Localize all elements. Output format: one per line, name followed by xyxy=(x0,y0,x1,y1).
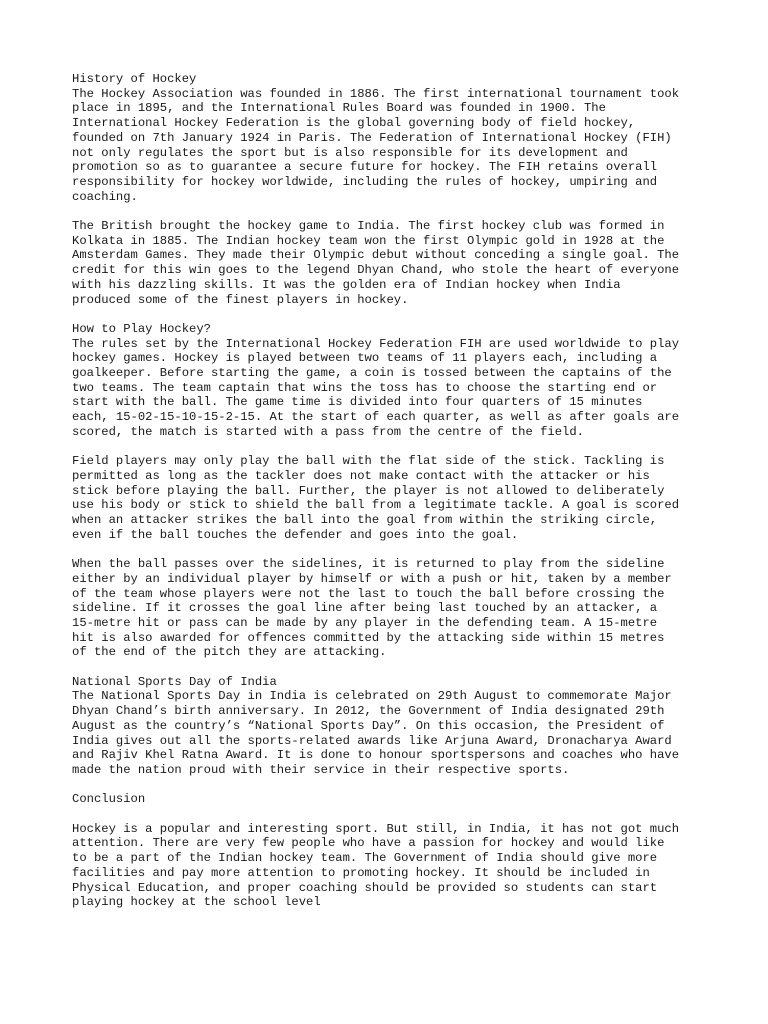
text-line: use his body or stick to shield the ball from a legitimate tackle. A goal is scored xyxy=(72,498,680,513)
heading-sports-day: National Sports Day of India xyxy=(72,674,277,689)
heading-how-to-play: How to Play Hockey? xyxy=(72,321,211,336)
text-line: not only regulates the sport but is also responsible for its development and xyxy=(72,145,628,160)
paragraph-sports-day xyxy=(72,675,712,778)
paragraph-india-history xyxy=(72,219,712,307)
text-line: August as the country’s “National Sports Day”. On this occasion, the President of xyxy=(72,718,665,733)
text-line: permitted as long as the tackler does not make contact with the attacker or his xyxy=(72,468,650,483)
text-line: with his dazzling skills. It was the golden era of Indian hockey when India xyxy=(72,277,621,292)
text-line: Physical Education, and proper coaching should be provided so students can start xyxy=(72,880,658,895)
text-line: founded on 7th January 1924 in Paris. The Federation of International Hockey (FIH) xyxy=(72,130,672,145)
text-line: 15-metre hit or pass can be made by any player in the defending team. A 15-metre xyxy=(72,615,658,630)
text-line: playing hockey at the school level xyxy=(72,895,321,910)
text-line: Hockey is a popular and interesting sport. But still, in India, it has not got much xyxy=(72,821,680,836)
text-line: when an attacker strikes the ball into the goal from within the striking circle, xyxy=(72,513,658,528)
paragraph-history xyxy=(72,72,712,204)
heading-conclusion-block xyxy=(72,792,712,807)
text-line: and Rajiv Khel Ratna Award. It is done to honour sportspersons and coaches who have xyxy=(72,748,680,763)
text-line: each, 15-02-15-10-15-2-15. At the start of each quarter, as well as after goals are xyxy=(72,410,680,425)
text-line: produced some of the finest players in hockey. xyxy=(72,292,409,307)
text-line: scored, the match is started with a pass from the centre of the field. xyxy=(72,424,584,439)
text-line: responsibility for hockey worldwide, including the rules of hockey, umpiring and xyxy=(72,174,658,189)
text-line: The Hockey Association was founded in 1886. The first international tournament took xyxy=(72,86,680,101)
heading-history: History of Hockey xyxy=(72,72,197,86)
paragraph-how-to-play xyxy=(72,322,712,440)
text-line: Amsterdam Games. They made their Olympic debut without conceding a single goal. The xyxy=(72,248,680,263)
text-line: hit is also awarded for offences committed by the attacking side within 15 metres xyxy=(72,630,665,645)
text-line: Field players may only play the ball with the flat side of the stick. Tackling is xyxy=(72,454,665,469)
text-line: of the end of the pitch they are attacking. xyxy=(72,645,387,660)
text-line: The National Sports Day in India is celebrated on 29th August to commemorate Major xyxy=(72,689,672,704)
text-line: promotion so as to guarantee a secure future for hockey. The FIH retains overall xyxy=(72,160,658,175)
heading-conclusion: Conclusion xyxy=(72,792,146,807)
text-line: India gives out all the sports-related awards like Arjuna Award, Dronacharya Award xyxy=(72,733,672,748)
text-line: of the team whose players were not the last to touch the ball before crossing the xyxy=(72,586,665,601)
text-line: Kolkata in 1885. The Indian hockey team won the first Olympic gold in 1928 at the xyxy=(72,233,665,248)
text-line: facilities and pay more attention to promoting hockey. It should be included in xyxy=(72,865,650,880)
paragraph-conclusion xyxy=(72,822,712,910)
text-line: The British brought the hockey game to India. The first hockey club was formed in xyxy=(72,219,665,234)
paragraph-sidelines xyxy=(72,557,712,660)
text-line: two teams. The team captain that wins the toss has to choose the starting end or xyxy=(72,380,658,395)
text-line: start with the ball. The game time is divided into four quarters of 15 minutes xyxy=(72,395,643,410)
text-line: stick before playing the ball. Further, the player is not allowed to deliberately xyxy=(72,483,665,498)
document-page xyxy=(72,72,712,925)
text-line: attention. There are very few people who have a passion for hockey and would like xyxy=(72,836,665,851)
text-line: The rules set by the International Hockey Federation FIH are used worldwide to play xyxy=(72,336,680,351)
text-line: goalkeeper. Before starting the game, a coin is tossed between the captains of the xyxy=(72,366,672,381)
text-line: coaching. xyxy=(72,189,138,204)
text-line: credit for this win goes to the legend Dhyan Chand, who stole the heart of everyone xyxy=(72,263,680,278)
text-line: When the ball passes over the sidelines, it is returned to play from the sideline xyxy=(72,557,665,572)
paragraph-field-players xyxy=(72,454,712,542)
text-line: Dhyan Chand’s birth anniversary. In 2012, the Government of India designated 29th xyxy=(72,704,665,719)
text-line: sideline. If it crosses the goal line after being last touched by an attacker, a xyxy=(72,601,658,616)
text-line: place in 1895, and the International Rules Board was founded in 1900. The xyxy=(72,101,606,116)
text-line: even if the ball touches the defender and goes into the goal. xyxy=(72,527,519,542)
text-line: to be a part of the Indian hockey team. The Government of India should give more xyxy=(72,851,658,866)
text-line: made the nation proud with their service in their respective sports. xyxy=(72,762,570,777)
text-line: hockey games. Hockey is played between two teams of 11 players each, including a xyxy=(72,351,658,366)
text-line: International Hockey Federation is the global governing body of field hockey, xyxy=(72,116,636,131)
text-line: either by an individual player by himself or with a push or hit, taken by a member xyxy=(72,571,672,586)
